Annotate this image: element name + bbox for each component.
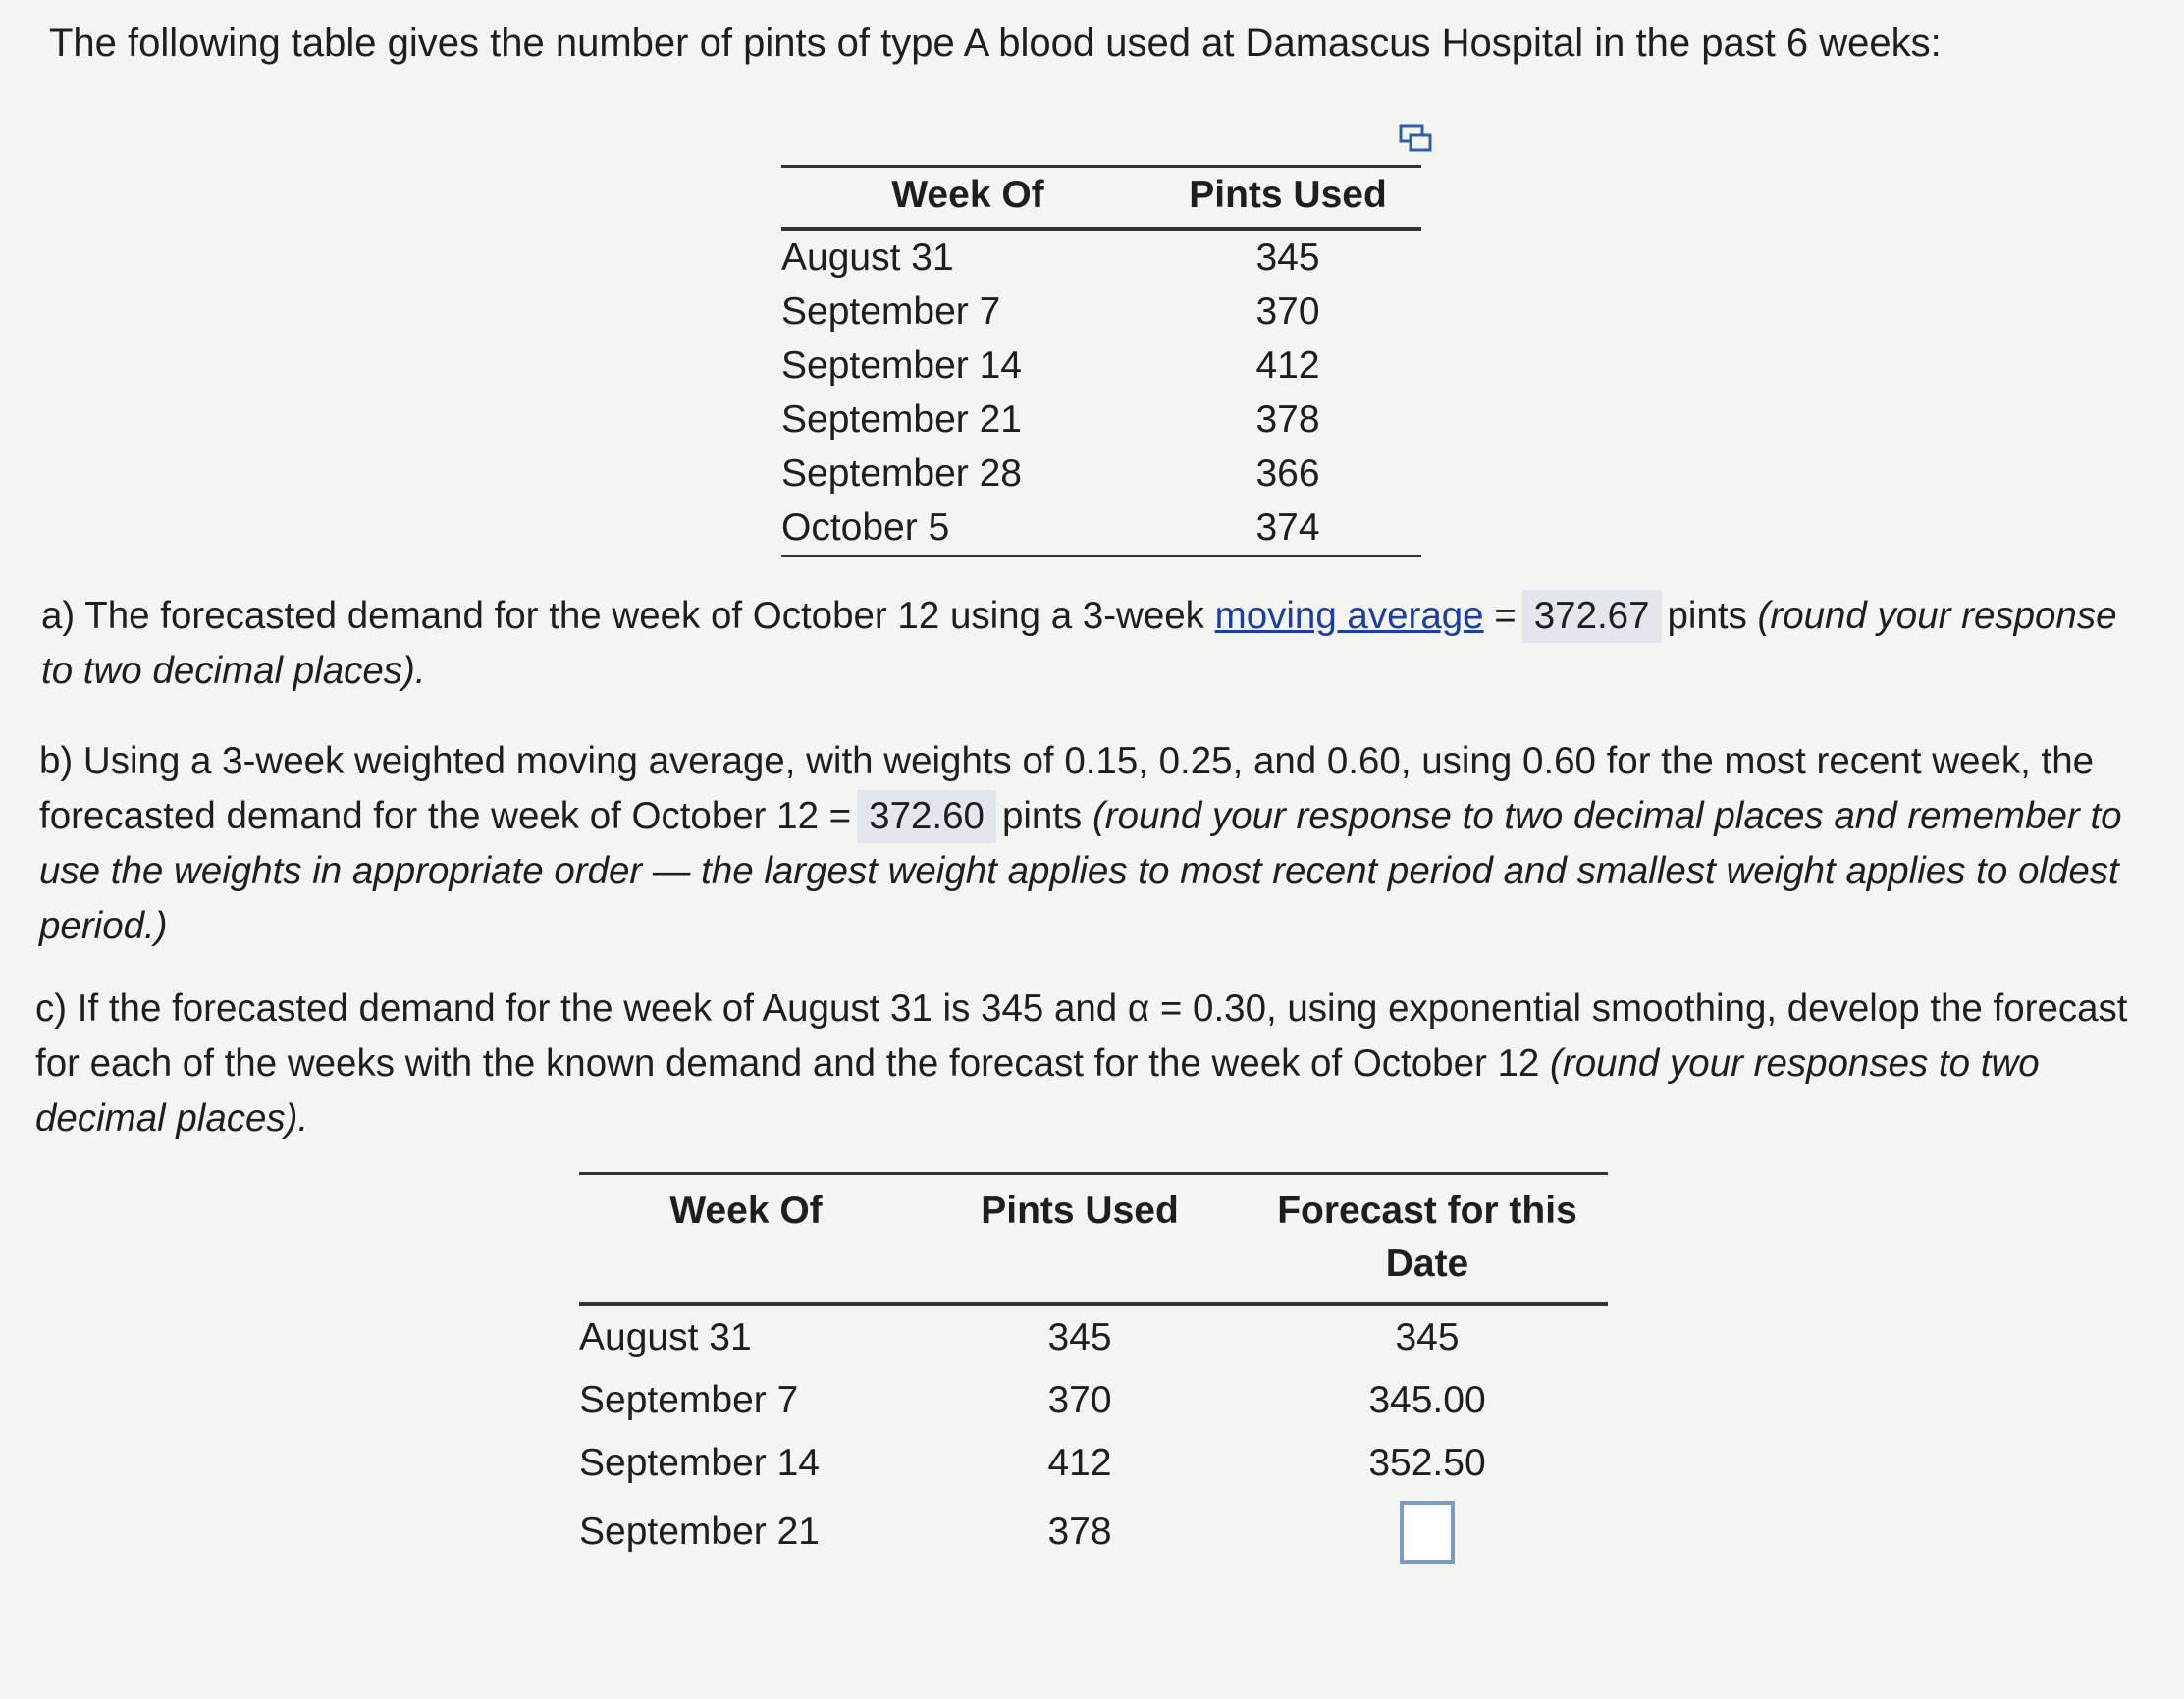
answer-b-field[interactable]: 372.60 <box>857 790 996 843</box>
table-row <box>579 1495 1608 1569</box>
question-a-note: (round your response to two decimal places). <box>41 595 2117 692</box>
question-c-note: (round your responses to two decimal places). <box>35 1042 2040 1140</box>
pints-cell: 370 <box>1255 290 1320 333</box>
answer-a-field[interactable]: 372.67 <box>1522 590 1662 643</box>
col-pints-used: Pints Used <box>1154 167 1421 230</box>
unit-label: pints <box>1001 795 1083 837</box>
table-row <box>781 339 1421 393</box>
moving-average-link[interactable]: moving average <box>1214 595 1484 637</box>
question-b <box>39 734 2150 954</box>
pints-cell: 378 <box>1047 1511 1112 1553</box>
question-c-text: c) If the forecasted demand for the week of August 31 is 345 and α = 0.30, using exponential smoothing, develop the forecast for each of the weeks with the known demand and the forecast for the week of October 12 <box>35 987 2128 1085</box>
blood-usage-table <box>781 165 1421 557</box>
table-row <box>781 285 1421 339</box>
table-row <box>579 1304 1608 1369</box>
week-cell: September 7 <box>579 1379 799 1421</box>
forecast-cell <box>1247 1495 1608 1569</box>
unit-label: pints <box>1667 595 1747 637</box>
pints-cell: 345 <box>1255 236 1320 279</box>
table-row <box>579 1369 1608 1432</box>
week-cell: August 31 <box>579 1316 752 1358</box>
table-row <box>781 393 1421 447</box>
question-a-text: a) The forecasted demand for the week of October 12 using a 3-week <box>41 595 1204 637</box>
question-c <box>35 982 2146 1146</box>
week-cell: September 7 <box>781 290 1001 333</box>
forecast-cell: 345 <box>1395 1316 1460 1358</box>
pints-cell: 345 <box>1047 1316 1112 1358</box>
pints-cell: 412 <box>1255 344 1320 387</box>
pints-cell: 366 <box>1255 451 1320 495</box>
intro-text: The following table gives the number of pints of type A blood used at Damascus Hospital in the past 6 weeks: <box>49 22 1942 65</box>
equals-sign: = <box>1494 595 1517 637</box>
col-week-of: Week Of <box>579 1174 913 1305</box>
week-cell: August 31 <box>781 236 954 279</box>
pints-cell: 412 <box>1047 1442 1112 1484</box>
copy-table-icon[interactable] <box>1398 122 1433 157</box>
table-row <box>781 229 1421 285</box>
forecast-answer[interactable]: 352.50 <box>1368 1442 1486 1484</box>
week-cell: September 21 <box>781 398 1022 441</box>
table-row <box>781 501 1421 557</box>
week-cell: September 14 <box>781 344 1022 387</box>
pints-cell: 378 <box>1255 398 1320 441</box>
week-cell: September 28 <box>781 451 1022 495</box>
table-row <box>579 1432 1608 1495</box>
week-cell: September 21 <box>579 1511 820 1553</box>
forecast-input[interactable] <box>1400 1501 1455 1564</box>
week-cell: September 14 <box>579 1442 820 1484</box>
pints-cell: 370 <box>1047 1379 1112 1421</box>
pints-cell: 374 <box>1154 501 1421 557</box>
exponential-smoothing-table <box>579 1172 1608 1569</box>
col-week-of: Week Of <box>781 167 1154 230</box>
table-row <box>781 447 1421 501</box>
question-b-text: b) Using a 3-week weighted moving average, with weights of 0.15, 0.25, and 0.60, using 0.60 for the most recent week, the forecasted demand for the week of October 12 = <box>39 740 2095 837</box>
question-a <box>41 589 2142 699</box>
week-cell: October 5 <box>781 501 1154 557</box>
question-b-note: (round your response to two decimal places and remember to use the weights in appropriate order — the largest weight applies to most recent period and smallest weight applies to oldest period.) <box>39 795 2122 947</box>
col-pints-used: Pints Used <box>913 1174 1247 1305</box>
forecast-answer[interactable]: 345.00 <box>1368 1379 1486 1421</box>
col-forecast: Forecast for this Date <box>1247 1174 1608 1305</box>
